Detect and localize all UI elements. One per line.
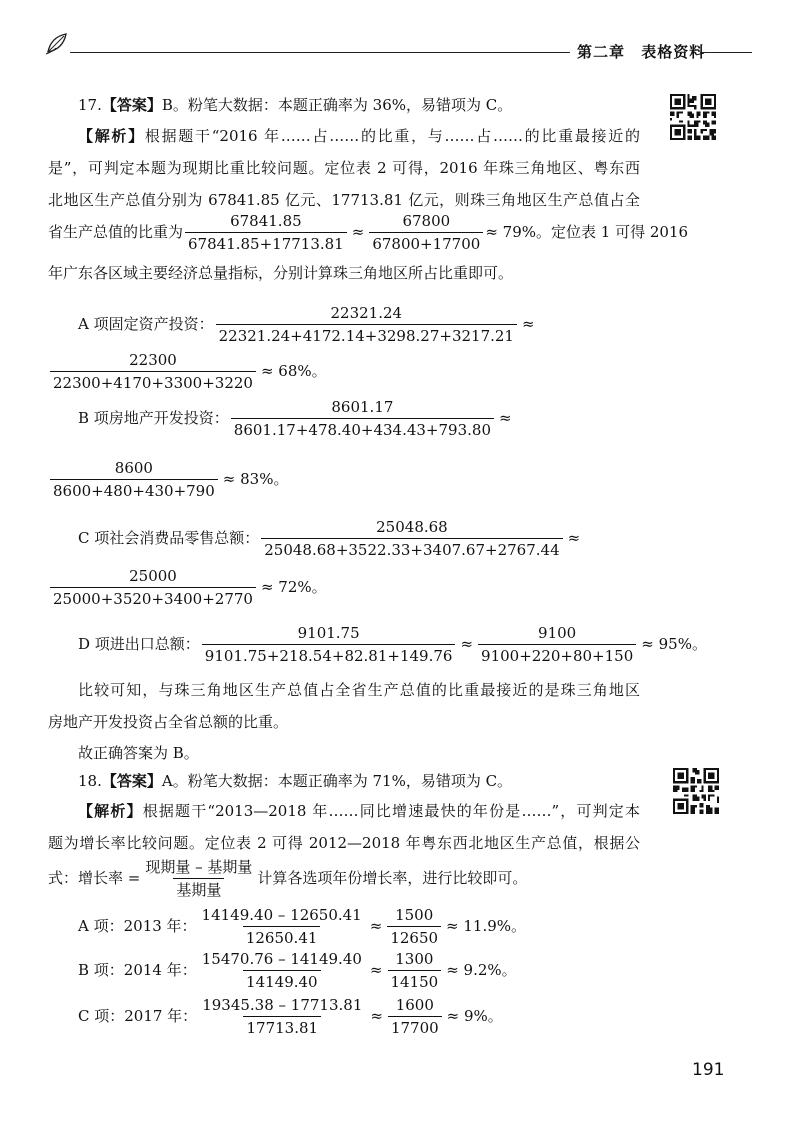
q17-a2-fraction: $\frac{22300}{22300+4170+3300+3220}$ [50, 351, 256, 393]
q17-ratio-line: 省生产总值的比重为 $\frac{67841.85}{67841.85+17713.81}$ ≈ $\frac{67800}{67800+17700}$ ≈ 79%。定位表 1 可得 2016 [48, 212, 689, 253]
q17-option-b-line-1: B 项房地产开发投资： $\frac{8601.17}{8601.17+478.40+434.43+793.80}$ ≈ [78, 398, 512, 439]
q17-option-a-line-1: A 项固定资产投资： $\frac{22321.24}{22321.24+4172.14+3298.27+3217.21}$ ≈ [78, 304, 535, 345]
q17-d2-fraction: $\frac{9100}{9100+220+80+150}$ [478, 624, 636, 666]
q17-c-fraction: $\frac{25048.68}{25048.68+3522.33+3407.67+2767.44}$ [261, 518, 562, 560]
q17-analysis-line-3: 北地区生产总值分别为 67841.85 亿元、17713.81 亿元，则珠三角地区生产总值占全 [48, 191, 640, 209]
page-number: 191 [692, 1060, 725, 1080]
header-rule-right [700, 52, 752, 53]
q17-option-b-line-2: $\frac{8600}{8600+480+430+790}$ ≈ 83%。 [48, 459, 291, 501]
header-rule-left [70, 52, 570, 53]
q17-option-d-line: D 项进出口总额： $\frac{9101.75}{9101.75+218.54+82.81+149.76}$ ≈ $\frac{9100}{9100+220+80+150}$ ≈ 95%。 [78, 624, 707, 665]
q18-analysis-line-1: 【解析】根据题干“2013—2018 年……同比增速最快的年份是……”，可判定本 [78, 802, 640, 820]
q18-number: 18. [78, 772, 102, 790]
q18-answer-line [78, 770, 512, 792]
chapter-number: 第二章 [577, 43, 626, 61]
q17-number: 17. [78, 96, 102, 114]
q17-conclusion-line-1: 比较可知，与珠三角地区生产总值占全省生产总值的比重最接近的是珠三角地区 [78, 681, 640, 699]
q17-c2-fraction: $\frac{25000}{25000+3520+3400+2770}$ [50, 567, 256, 609]
q18-option-b: B 项：2014 年： $\frac{15470.76 - 14149.40}{14149.40}$ ≈ $\frac{1300}{14150}$ ≈ 9.2%。 [78, 950, 517, 991]
q17-fraction-1: $\frac{67841.85}{67841.85+17713.81}$ [185, 212, 347, 254]
q17-conclusion-line-2: 房地产开发投资占全省总额的比重。 [48, 713, 289, 731]
q17-option-a-line-2: $\frac{22300}{22300+4170+3300+3220}$ ≈ 68%。 [48, 351, 330, 393]
q18-option-c: C 项：2017 年： $\frac{19345.38 - 17713.81}{17713.81}$ ≈ $\frac{1600}{17700}$ ≈ 9%。 [78, 996, 503, 1037]
q18-formula-line: 式：增长率 = $\frac{\text{现期量 – 基期量}}{\text{基期量}}$ 计算各选项年份增长率，进行比较即可。 [48, 858, 528, 899]
q18-b-fraction: $\frac{15470.76 - 14149.40}{14149.40}$ [201, 950, 362, 991]
q17-a-fraction: $\frac{22321.24}{22321.24+4172.14+3298.27+3217.21}$ [216, 304, 517, 346]
q18-a2-fraction: $\frac{1500}{12650}$ [387, 906, 441, 948]
chapter-section: 表格资料 [641, 43, 706, 61]
q18-c-fraction: $\frac{19345.38 - 17713.81}{17713.81}$ [202, 996, 363, 1037]
chapter-header [577, 41, 715, 62]
q17-final-answer: 故正确答案为 B。 [78, 744, 199, 762]
q17-analysis-line-5: 年广东各区域主要经济总量指标，分别计算珠三角地区所占比重即可。 [48, 264, 514, 282]
q17-analysis-tag: 【解析】 [78, 127, 145, 145]
q18-analysis-line-2: 题为增长率比较问题。定位表 2 可得 2012—2018 年粤东西北地区生产总值，根据公 [48, 834, 640, 852]
q17-answer-text: B。粉笔大数据：本题正确率为 36%，易错项为 C。 [161, 96, 513, 114]
q17-analysis-line-1: 【解析】根据题干“2016 年……占……的比重，与……占……的比重最接近的 [78, 127, 640, 145]
q17-option-c-line-2: $\frac{25000}{25000+3520+3400+2770}$ ≈ 72%。 [48, 567, 330, 609]
q17-d-fraction: $\frac{9101.75}{9101.75+218.54+82.81+149.76}$ [202, 624, 456, 666]
q17-fraction-2: $\frac{67800}{67800+17700}$ [369, 212, 483, 254]
q17-answer-line [78, 94, 512, 116]
qr-code-icon-q18[interactable] [673, 768, 719, 814]
q17-answer-tag: 【答案】 [101, 96, 162, 114]
leaf-logo-icon [44, 30, 70, 56]
q17-option-c-line-1: C 项社会消费品零售总额： $\frac{25048.68}{25048.68+3522.33+3407.67+2767.44}$ ≈ [78, 518, 581, 559]
q17-b-fraction: $\frac{8601.17}{8601.17+478.40+434.43+793.80}$ [231, 398, 494, 440]
q18-c2-fraction: $\frac{1600}{17700}$ [388, 996, 442, 1038]
q18-growth-formula: $\frac{\text{现期量 – 基期量}}{\text{基期量}}$ [145, 858, 253, 899]
q18-answer-text: A。粉笔大数据：本题正确率为 71%，易错项为 C。 [161, 772, 513, 790]
q17-analysis-line-2: 是”，可判定本题为现期比重比较问题。定位表 2 可得，2016 年珠三角地区、粤东西 [48, 159, 640, 177]
q17-b2-fraction: $\frac{8600}{8600+480+430+790}$ [50, 459, 218, 501]
q18-answer-tag: 【答案】 [101, 772, 162, 790]
q18-option-a: A 项：2013 年： $\frac{14149.40 - 12650.41}{12650.41}$ ≈ $\frac{1500}{12650}$ ≈ 11.9%。 [78, 906, 527, 947]
q18-b2-fraction: $\frac{1300}{14150}$ [388, 950, 442, 992]
qr-code-icon-q17[interactable] [670, 94, 716, 140]
q18-a-fraction: $\frac{14149.40 - 12650.41}{12650.41}$ [201, 906, 362, 947]
q18-analysis-tag: 【解析】 [78, 802, 143, 820]
